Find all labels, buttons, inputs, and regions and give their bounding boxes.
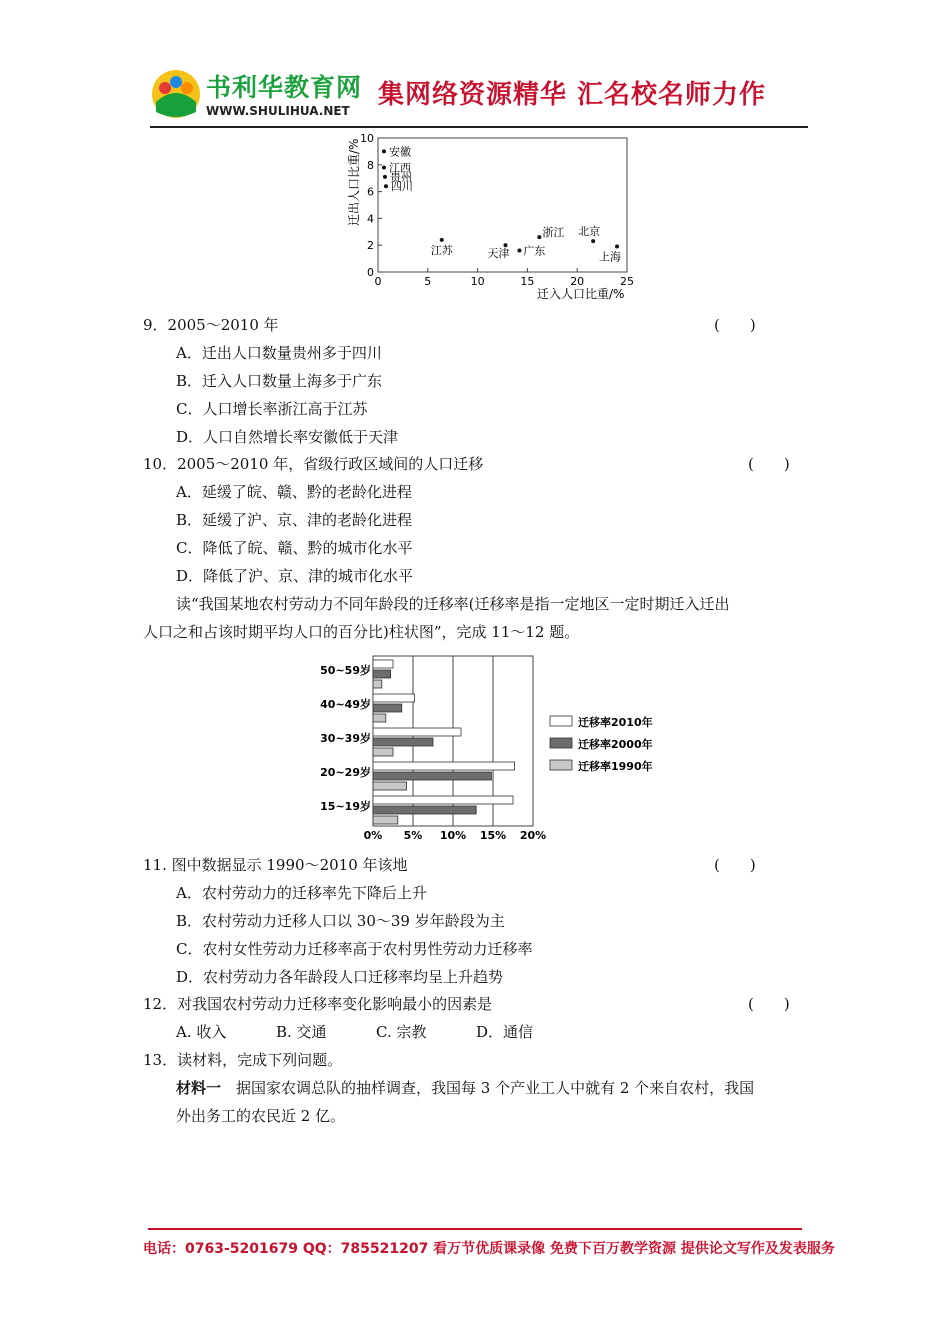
scatter-y-axis-label: 迁出人口比重/% — [347, 138, 361, 226]
scatter-x-axis-label: 迁入人口比重/% — [537, 287, 625, 301]
header-divider — [150, 126, 808, 128]
scatter-point-label: 广东 — [523, 244, 546, 258]
bar — [373, 704, 402, 712]
bar-category-label: 50~59岁 — [320, 664, 371, 677]
question-11-answer-paren[interactable]: ( ) — [714, 856, 756, 874]
legend-swatch — [550, 760, 572, 770]
scatter-point-label: 四川 — [390, 180, 413, 194]
legend-swatch — [550, 738, 572, 748]
legend-label: 迁移率2010年 — [578, 716, 653, 729]
scatter-x-tick-label: 0 — [374, 275, 382, 288]
scatter-point-label: 天津 — [487, 247, 510, 261]
question-11-option-c: C．农村女性劳动力迁移率高于农村男性劳动力迁移率 — [176, 940, 533, 958]
reading-instruction-line-1: 读“我国某地农村劳动力不同年龄段的迁移率(迁移率是指一定地区一定时期迁入迁出 — [176, 595, 730, 613]
question-12-option-a: A. 收入 — [176, 1023, 227, 1041]
question-10-stem: 10．2005～2010 年，省级行政区域间的人口迁移 — [143, 455, 484, 473]
bar-category-label: 15~19岁 — [320, 800, 371, 813]
legend-label: 迁移率1990年 — [578, 760, 653, 773]
bar — [373, 728, 461, 736]
bar-x-tick-label: 5% — [403, 829, 423, 842]
scatter-y-tick-label: 6 — [367, 185, 374, 199]
question-11-option-a: A．农村劳动力的迁移率先下降后上升 — [176, 884, 427, 902]
question-9-answer-paren[interactable]: ( ) — [714, 316, 756, 334]
material-one-line-2: 外出务工的农民近 2 亿。 — [176, 1107, 346, 1125]
bar-x-tick-label: 0% — [363, 829, 383, 842]
migration-rate-bar-chart — [318, 650, 668, 846]
bar — [373, 816, 398, 824]
question-12-stem: 12．对我国农村劳动力迁移率变化影响最小的因素是 — [143, 995, 493, 1013]
bar — [373, 762, 515, 770]
scatter-point — [440, 238, 444, 242]
footer-divider — [148, 1228, 802, 1230]
question-12-option-c: C. 宗教 — [376, 1023, 427, 1041]
page-header — [150, 62, 808, 130]
scatter-x-tick-label: 25 — [620, 275, 634, 288]
bar — [373, 782, 407, 790]
question-9-option-b: B．迁入人口数量上海多于广东 — [176, 372, 383, 390]
question-12-answer-paren[interactable]: ( ) — [748, 995, 790, 1013]
question-10-option-d: D．降低了沪、京、津的城市化水平 — [176, 567, 414, 585]
question-13-stem: 13．读材料，完成下列问题。 — [143, 1051, 343, 1069]
question-12-option-d: D．通信 — [476, 1023, 534, 1041]
question-12-options — [176, 1021, 533, 1042]
question-10-option-a: A．延缓了皖、赣、黔的老龄化进程 — [176, 483, 412, 501]
scatter-point-label: 浙江 — [542, 226, 565, 240]
brand-name: 书利华教育网 — [206, 73, 363, 102]
question-10-answer-paren[interactable]: ( ) — [748, 455, 790, 473]
reading-instruction-line-2: 人口之和占该时期平均人口的百分比)柱状图”，完成 11～12 题。 — [143, 623, 580, 641]
bar — [373, 694, 415, 702]
question-11-option-b: B．农村劳动力迁移人口以 30～39 岁年龄段为主 — [176, 912, 505, 930]
legend-label: 迁移率2000年 — [578, 738, 653, 751]
question-10-option-b: B．延缓了沪、京、津的老龄化进程 — [176, 511, 413, 529]
scatter-point — [382, 165, 386, 169]
scatter-point — [591, 239, 595, 243]
bar — [373, 670, 391, 678]
scatter-point-label: 北京 — [578, 225, 601, 239]
scatter-y-tick-label: 10 — [360, 132, 374, 145]
material-one-label: 材料一 — [176, 1079, 222, 1097]
bar — [373, 714, 386, 722]
scatter-y-tick-label: 8 — [367, 158, 374, 172]
question-9-stem: 9．2005～2010 年 — [143, 316, 279, 334]
bar — [373, 772, 491, 780]
bar-category-label: 20~29岁 — [320, 766, 371, 779]
question-11-stem: 11. 图中数据显示 1990～2010 年该地 — [143, 856, 408, 874]
scatter-point-label: 贵州 — [389, 170, 412, 184]
scatter-point-label: 安徽 — [388, 145, 411, 159]
brand-logo-icon — [150, 68, 202, 120]
question-9-option-c: C．人口增长率浙江高于江苏 — [176, 400, 368, 418]
bar — [373, 660, 393, 668]
question-9-option-a: A．迁出人口数量贵州多于四川 — [176, 344, 382, 362]
scatter-point-label: 上海 — [599, 250, 622, 264]
scatter-x-tick-label: 20 — [570, 275, 585, 288]
bar-x-tick-label: 20% — [519, 829, 547, 842]
question-9-option-d: D．人口自然增长率安徽低于天津 — [176, 428, 399, 446]
scatter-point — [517, 249, 521, 253]
bar-x-tick-label: 15% — [479, 829, 507, 842]
question-12-option-b: B. 交通 — [276, 1023, 327, 1041]
bar-category-label: 40~49岁 — [320, 698, 371, 711]
scatter-point — [382, 149, 386, 153]
scatter-x-tick-label: 15 — [520, 275, 535, 288]
bar — [373, 738, 433, 746]
question-11-option-d: D．农村劳动力各年龄段人口迁移率均呈上升趋势 — [176, 968, 504, 986]
scatter-point-label: 江西 — [388, 161, 411, 175]
material-one-text: 据国家农调总队的抽样调查，我国每 3 个产业工人中就有 2 个来自农村，我国 — [221, 1079, 755, 1097]
question-10-option-c: C．降低了皖、赣、黔的城市化水平 — [176, 539, 413, 557]
scatter-y-tick-label: 2 — [367, 239, 374, 253]
scatter-point — [383, 175, 387, 179]
bar-x-tick-label: 10% — [439, 829, 467, 842]
scatter-point — [615, 245, 619, 249]
scatter-point — [384, 184, 388, 188]
scatter-x-tick-label: 5 — [424, 275, 432, 288]
scatter-y-tick-label: 0 — [367, 266, 374, 279]
scatter-point — [537, 235, 541, 239]
migration-scatter-chart — [340, 130, 640, 302]
bar-category-label: 30~39岁 — [320, 732, 371, 745]
bar — [373, 796, 513, 804]
brand-url: WWW.SHULIHUA.NET — [206, 104, 350, 118]
material-one-line-1 — [176, 1077, 754, 1098]
bar — [373, 806, 476, 814]
bar — [373, 748, 393, 756]
footer-contact: 电话：0763-5201679 QQ：785521207 看万节优质课录像 免费下百万教学资源 提供论文写作及发表服务 — [143, 1241, 835, 1257]
scatter-y-tick-label: 4 — [367, 212, 374, 226]
legend-swatch — [550, 716, 572, 726]
scatter-x-tick-label: 10 — [470, 275, 485, 288]
header-slogan: 集网络资源精华 汇名校名师力作 — [378, 80, 767, 110]
bar — [373, 680, 382, 688]
scatter-point-label: 江苏 — [430, 243, 453, 257]
